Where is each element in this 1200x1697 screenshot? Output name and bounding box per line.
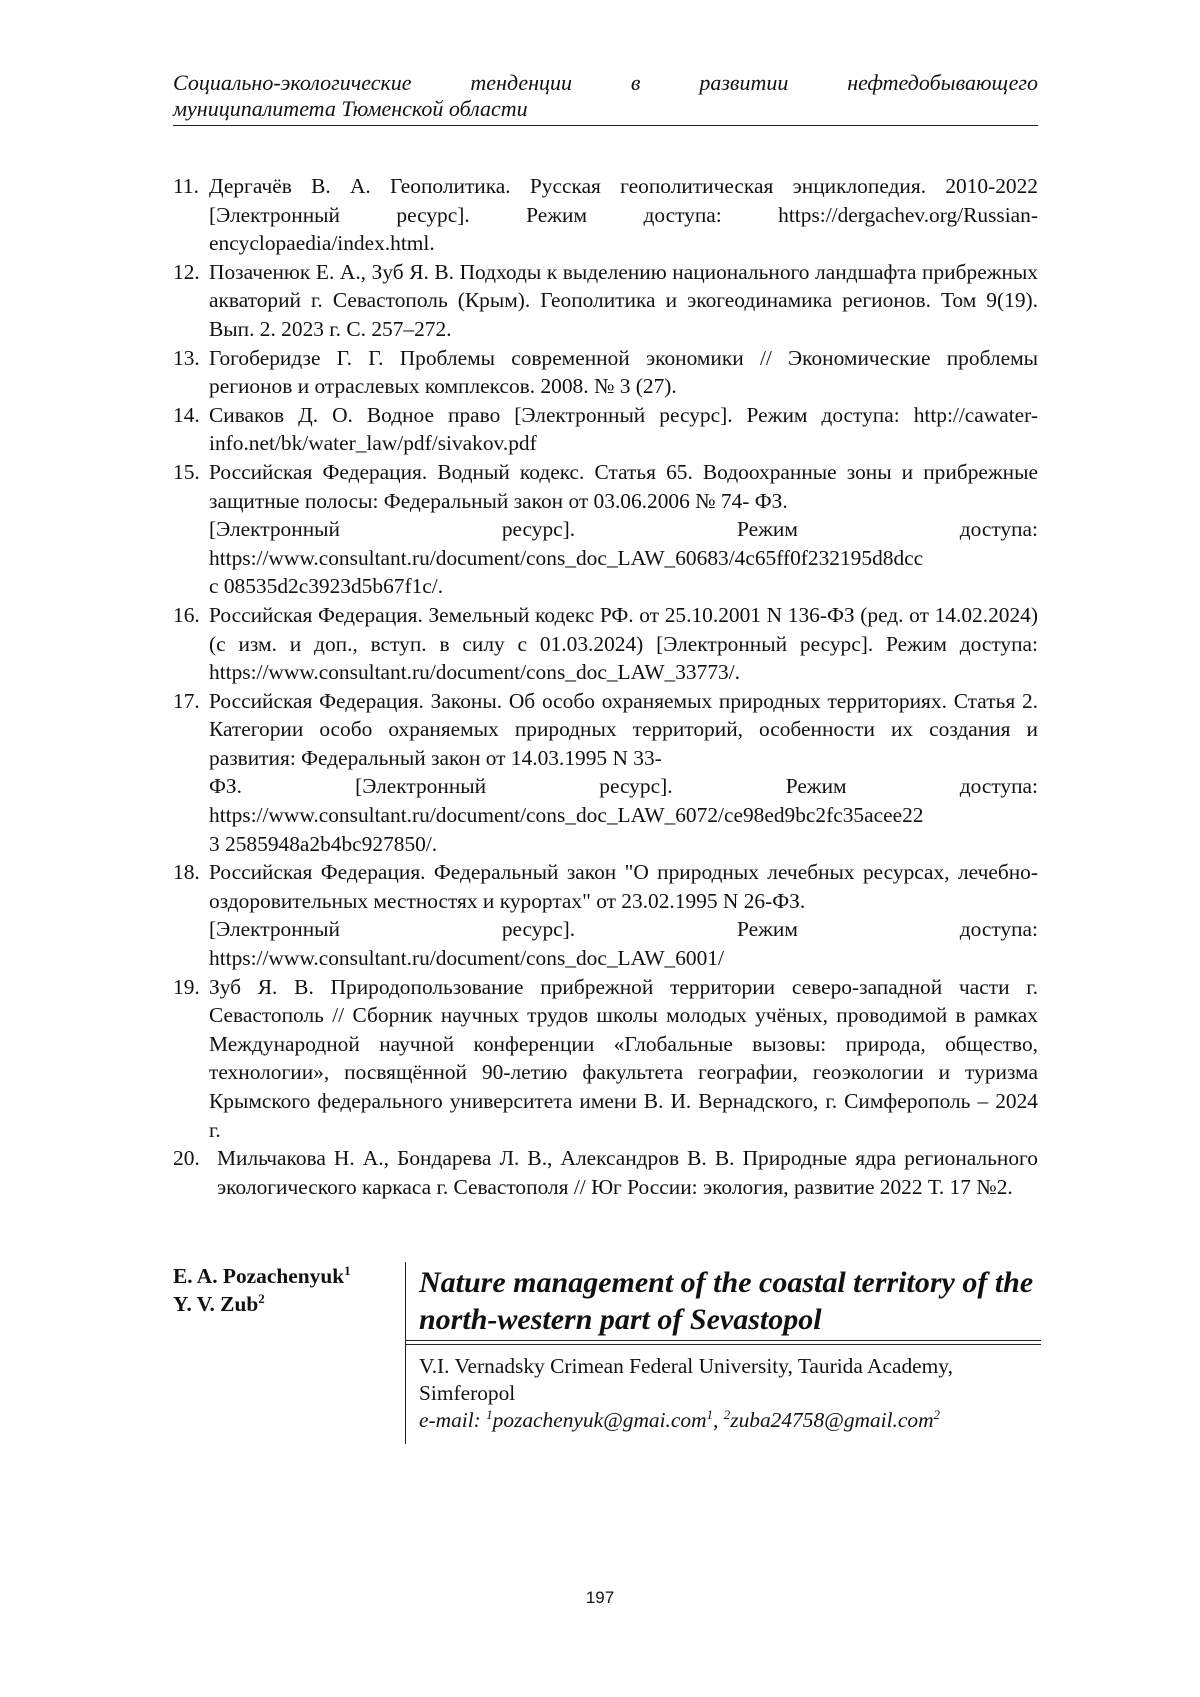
running-header	[173, 70, 1038, 126]
reference-number: 15.	[173, 459, 200, 484]
email-sup: 1	[706, 1407, 714, 1422]
reference-word: [Электронный	[209, 917, 340, 942]
reference-text: Российская Федерация. Федеральный закон "О природных лечебных ресурсах, лечебно-оздоровительных местностях и курортах" от 23.02.1995 N 26-ФЗ.	[209, 860, 1038, 913]
reference-text: Российская Федерация. Водный кодекс. Статья 65. Водоохранные зоны и прибрежные защитные полосы: Федеральный закон от 03.06.2006 № 74- ФЗ.	[209, 459, 1038, 513]
reference-text-block	[209, 687, 1038, 859]
reference-item	[173, 458, 1038, 601]
email-sup: 2	[933, 1407, 941, 1422]
reference-text: Российская Федерация. Законы. Об особо охраняемых природных территориях. Статья 2. Категории особо охраняемых природных территорий, особенности их создания и развития: Федеральный закон от 14.03.1995 N 33-	[209, 688, 1038, 770]
reference-url: c 08535d2c3923d5b67f1c/.	[209, 574, 444, 599]
reference-item	[173, 401, 1038, 458]
reference-number: 12.	[173, 259, 200, 284]
author-sup: 1	[344, 1263, 351, 1278]
email-line	[419, 1407, 1039, 1434]
reference-word: [Электронный	[355, 774, 487, 799]
reference-item	[173, 687, 1038, 859]
running-header-word: нефтедобывающего	[847, 70, 1038, 95]
reference-url: https://www.consultant.ru/document/cons_doc_LAW_60683/4c65ff0f232195d8dcc	[209, 545, 924, 570]
reference-item	[173, 973, 1038, 1145]
email-address[interactable]: zuba24758@gmail.com	[730, 1408, 934, 1432]
reference-number: 16.	[173, 602, 200, 627]
article-info	[405, 1262, 1039, 1444]
reference-word: ресурс].	[599, 774, 673, 799]
author-name: E. A. Pozachenyuk	[173, 1264, 345, 1288]
reference-text: Сиваков Д. О. Водное право [Электронный ресурс]. Режим доступа: http://cawater-info.net/bk/water_law/pdf/sivakov.pdf	[209, 402, 1038, 456]
reference-word: Режим	[736, 517, 798, 542]
reference-word: ФЗ.	[209, 774, 242, 799]
reference-url: 3 2585948a2b4bc927850/.	[209, 831, 438, 856]
reference-text-block	[209, 458, 1038, 601]
reference-split-line	[209, 915, 1038, 944]
running-header-line1	[173, 70, 1038, 96]
reference-item	[173, 1144, 1038, 1201]
reference-item	[173, 601, 1038, 687]
reference-split-line	[209, 772, 1038, 801]
page-number: 197	[585, 1588, 615, 1607]
reference-url: https://www.consultant.ru/document/cons_doc_LAW_6072/ce98ed9bc2fc35acee22	[209, 803, 924, 828]
email-sup: 1	[486, 1407, 493, 1422]
author	[173, 1262, 398, 1290]
reference-number: 19.	[173, 974, 200, 999]
reference-item	[173, 172, 1038, 258]
reference-item	[173, 858, 1038, 972]
reference-text: Мильчакова Н. А., Бондарева Л. В., Александров В. В. Природные ядра регионального экологического каркаса г. Севастополя // Юг России: экология, развитие 2022 Т. 17 №2.	[217, 1146, 1038, 1199]
reference-text: Дергачёв В. А. Геополитика. Русская геополитическая энциклопедия. 2010-2022 [Электронный ресурс]. Режим доступа: https://dergachev.org/Russian-encyclopaedia/index.html.	[209, 174, 1038, 256]
reference-number: 14.	[173, 402, 200, 427]
reference-number: 18.	[173, 860, 200, 885]
running-header-word: развитии	[699, 70, 789, 95]
reference-word: доступа:	[959, 517, 1038, 542]
email-sup: 2	[723, 1407, 731, 1422]
author	[173, 1290, 398, 1318]
reference-list	[173, 172, 1038, 1201]
email-separator: ,	[713, 1408, 724, 1432]
affiliation: V.I. Vernadsky Crimean Federal University, Taurida Academy, Simferopol	[419, 1354, 953, 1405]
reference-text: Российская Федерация. Земельный кодекс РФ. от 25.10.2001 N 136-ФЗ (ред. от 14.02.2024) (с изм. и доп., вступ. в силу с 01.03.2024) [Электронный ресурс]. Режим доступа: https://www.consultant.ru/document/cons_doc_LAW_33773/.	[209, 602, 1038, 685]
reference-word: Режим	[736, 917, 798, 942]
reference-url: https://www.consultant.ru/document/cons_doc_LAW_6001/	[209, 946, 724, 971]
reference-number: 13.	[173, 345, 200, 370]
reference-text: Гогоберидзе Г. Г. Проблемы современной экономики // Экономические проблемы регионов и отраслевых комплексов. 2008. № 3 (27).	[209, 345, 1038, 399]
reference-word: Режим	[785, 774, 847, 799]
reference-number: 11.	[173, 174, 199, 198]
author-sup: 2	[258, 1291, 265, 1306]
author-name: Y. V. Zub	[173, 1292, 259, 1316]
reference-word: ресурс].	[501, 517, 576, 542]
title-divider	[406, 1340, 1041, 1345]
running-header-line2: муниципалитета Тюменской области	[173, 96, 528, 121]
author-list	[173, 1262, 398, 1318]
email-prefix: e-mail:	[419, 1408, 487, 1432]
reference-text: Зуб Я. В. Природопользование прибрежной территории северо-западной части г. Севастополь // Сборник научных трудов школы молодых учёных, проводимой в рамках Международной научной конференции «Глобальные вызовы: природа, общество, технологии», посвящённой 90-летию факультета географии, геоэкологии и туризма Крымского федерального университета имени В. И. Вернадского, г. Симферополь – 2024 г.	[209, 974, 1038, 1142]
running-header-word: тенденции	[470, 70, 573, 95]
reference-number: 17.	[173, 688, 200, 713]
reference-word: доступа:	[959, 774, 1038, 799]
running-header-word: Социально-экологические	[173, 70, 412, 95]
reference-number: 20.	[173, 1146, 200, 1171]
running-header-word: в	[630, 70, 641, 95]
reference-word: ресурс].	[501, 917, 576, 942]
reference-item	[173, 344, 1038, 401]
reference-item	[173, 258, 1038, 344]
article-title: Nature management of the coastal territory of the north-western part of Sevastopol	[419, 1266, 1034, 1336]
email-address[interactable]: pozachenyuk@gmai.com	[492, 1408, 707, 1432]
reference-text-block	[209, 858, 1038, 972]
reference-word: доступа:	[959, 917, 1038, 942]
reference-text: Позаченюк Е. А., Зуб Я. В. Подходы к выделению национального ландшафта прибрежных акваторий г. Севастополь (Крым). Геополитика и экогеодинамика регионов. Том 9(19). Вып. 2. 2023 г. С. 257–272.	[209, 259, 1038, 341]
reference-split-line	[209, 515, 1038, 544]
reference-word: [Электронный	[209, 517, 340, 542]
